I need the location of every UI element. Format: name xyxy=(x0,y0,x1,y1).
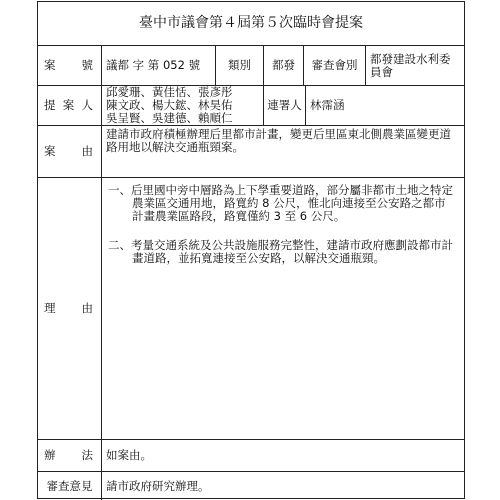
committee-label: 審查會別 xyxy=(304,46,366,85)
case-number-label: 案 號 xyxy=(38,46,102,85)
cosign-label: 連署人 xyxy=(264,86,306,125)
committee-value: 都發建設水利委員會 xyxy=(370,51,451,79)
category-label: 類別 xyxy=(216,46,264,85)
reason-row xyxy=(38,178,464,440)
reason-item-1: 一、后里國中旁中層路為上下學重要道路，部分屬非都市土地之特定農業區交通用地，路寬約 8 公尺，惟北向連接至公安路之都市計畫農業區路段，路寬僅約 3 至 6 公尺。 xyxy=(108,183,453,223)
subject-row xyxy=(38,126,464,178)
proposer-names: 邱愛珊、黃佳恬、張彥彤 陳文政、楊大鋐、林昊佑 吳呈賢、吳建德、賴順仁 xyxy=(102,86,264,125)
category-value: 都發 xyxy=(264,46,304,85)
page-title: 臺中市議會第４屆第５次臨時會提案 xyxy=(139,15,363,31)
reason-label: 理 由 xyxy=(38,178,102,439)
subject-text: 建請市政府積極辦理后里都市計畫，變更后里區東北側農業區變更道路用地以解決交通瓶頸案。 xyxy=(106,127,451,154)
case-number-row xyxy=(38,46,464,86)
proposal-form xyxy=(37,1,465,499)
method-text: 如案由。 xyxy=(106,448,152,462)
subject-label: 案 由 xyxy=(38,126,102,177)
method-row xyxy=(38,440,464,472)
review-label: 審查意見 xyxy=(38,472,102,500)
proposers-label: 提 案 人 xyxy=(38,86,102,125)
reason-body xyxy=(102,178,464,439)
case-number-value: 議都 字 第 052 號 xyxy=(102,46,216,85)
cosign-value: 林霈涵 xyxy=(310,98,345,112)
proposers-row xyxy=(38,86,464,126)
review-text: 請市政府研究辦理。 xyxy=(106,478,210,493)
method-label: 辦 法 xyxy=(38,440,102,471)
reason-item-2: 二、考量交通系統及公共設施服務完整性，建請市政府應劃設都市計畫道路，並拓寬連接至公安路，以解決交通瓶頸。 xyxy=(108,238,453,265)
review-row xyxy=(38,472,464,500)
title-row xyxy=(38,2,464,46)
